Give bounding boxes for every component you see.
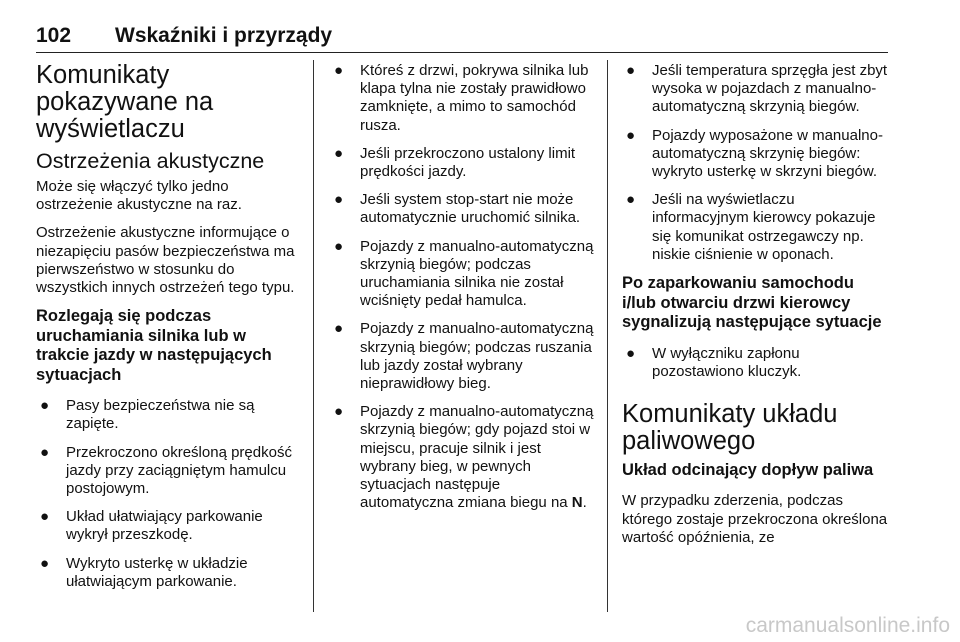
- section-heading: Komunikaty układu paliwowego: [622, 399, 838, 455]
- bullet-icon: ●: [40, 443, 50, 461]
- list-item-end: .: [582, 494, 587, 512]
- bullet-icon: ●: [334, 144, 344, 162]
- subsection-title: Po zaparkowaniu samochodu i/lub otwarciu drzwi kierowcy sygnalizują następujące sytuacje: [622, 274, 882, 332]
- bullet-icon: ●: [40, 397, 50, 415]
- subsection-title: Rozlegają się podczas uruchamiania silnika lub w trakcie jazdy w następujących sytuacjach: [36, 307, 272, 384]
- list-item: [330, 145, 596, 181]
- chapter-title: Wskaźniki i przyrządy: [115, 24, 333, 47]
- list-item-text: Pojazdy wyposażone w manualno-automatyczną skrzynię biegów: wykryto usterkę w skrzyni biegów.: [652, 126, 883, 181]
- list-item-text: Jeśli przekroczono ustalony limit prędkości jazdy.: [360, 144, 576, 181]
- subsection-title: Układ odcinający dopływ paliwa: [622, 460, 874, 479]
- list-item-text: W wyłączniku zapłonu pozostawiono kluczyk.: [652, 344, 802, 380]
- column-2: [330, 62, 596, 522]
- list-item: [36, 508, 300, 544]
- list-item-text: Pojazdy z manualno-automatyczną skrzynią biegów; podczas uruchamiania silnika nie został wciśnięty pedał hamulca.: [360, 237, 594, 310]
- list-item-text: Któreś z drzwi, pokrywa silnika lub klapa tylna nie zostały prawidłowo zamknięte, a mimo to samochód rusza.: [360, 62, 589, 134]
- list-item: [622, 127, 890, 182]
- page-number: 102: [36, 24, 72, 47]
- watermark: carmanualsonline.info: [745, 614, 950, 637]
- list-item-text: Pasy bezpieczeństwa nie są zapięte.: [66, 397, 255, 433]
- list-item: [330, 320, 596, 393]
- list-item-text: Przekroczono określoną prędkość jazdy przy zaciągniętym hamulcu postojowym.: [66, 443, 292, 498]
- bullet-icon: ●: [626, 191, 636, 209]
- list-item: [622, 62, 890, 117]
- list-item-text: Pojazdy z manualno-automatyczną skrzynią biegów; podczas ruszania lub jazdy został wybrany nieprawidłowy bieg.: [360, 320, 594, 393]
- page-header: [36, 22, 888, 53]
- list-item-text: Jeśli system stop-start nie może automatycznie uruchomić silnika.: [360, 191, 581, 227]
- list-item-text: Wykryto usterkę w układzie ułatwiającym parkowanie.: [66, 554, 248, 590]
- subsection-heading: Ostrzeżenia akustyczne: [36, 149, 265, 173]
- bullet-icon: ●: [40, 554, 50, 572]
- list-item: [36, 397, 300, 433]
- bullet-icon: ●: [626, 344, 636, 362]
- bullet-icon: ●: [334, 403, 344, 421]
- list-item-text: Układ ułatwiający parkowanie wykrył przeszkodę.: [66, 508, 263, 544]
- section-heading: Komunikaty pokazywane na wyświetlaczu: [36, 61, 214, 143]
- column-divider-2: [607, 60, 608, 612]
- bullet-list: [622, 345, 890, 381]
- paragraph: W przypadku zderzenia, podczas którego zostaje przekroczona określona wartość opóźnienia, ze: [622, 492, 888, 546]
- paragraph: Może się włączyć tylko jedno ostrzeżenie akustyczne na raz.: [36, 178, 242, 214]
- list-item-text: Jeśli temperatura sprzęgła jest zbyt wysoka w pojazdach z manualno-automatyczną skrzynią biegów.: [652, 62, 888, 116]
- bullet-icon: ●: [626, 62, 636, 79]
- bullet-list: [622, 62, 890, 264]
- bullet-list: [36, 397, 300, 591]
- list-item-text: Jeśli na wyświetlaczu informacyjnym kierowcy pokazuje się komunikat ostrzegawczy np. niskie ciśnienie w oponach.: [652, 191, 876, 263]
- bullet-icon: ●: [40, 508, 50, 526]
- list-item: [622, 345, 890, 381]
- list-item: [622, 191, 890, 264]
- list-item: [330, 62, 596, 135]
- column-1: [36, 62, 300, 601]
- bullet-icon: ●: [334, 320, 344, 338]
- bullet-icon: ●: [334, 62, 344, 79]
- gear-letter: N: [571, 494, 583, 512]
- list-item: [36, 555, 300, 591]
- bullet-icon: ●: [334, 237, 344, 255]
- list-item: [330, 403, 596, 512]
- column-3: [622, 62, 890, 557]
- paragraph: Ostrzeżenie akustyczne informujące o niezapięciu pasów bezpieczeństwa ma pierwszeństwo w stosunku do wszystkich innych ostrzeżeń tego typu.: [36, 224, 295, 297]
- bullet-icon: ●: [334, 191, 344, 209]
- list-item: [36, 444, 300, 499]
- list-item: [330, 238, 596, 311]
- list-item: [330, 191, 596, 227]
- bullet-list: [330, 62, 596, 512]
- list-item-text: Pojazdy z manualno-automatyczną skrzynią biegów; gdy pojazd stoi w miejscu, pracuje silnik i jest wybrany bieg, w pewnych sytuacjach następuje automatyczna zmiana biegu na: [360, 403, 594, 512]
- column-divider-1: [313, 60, 314, 612]
- bullet-icon: ●: [626, 126, 636, 144]
